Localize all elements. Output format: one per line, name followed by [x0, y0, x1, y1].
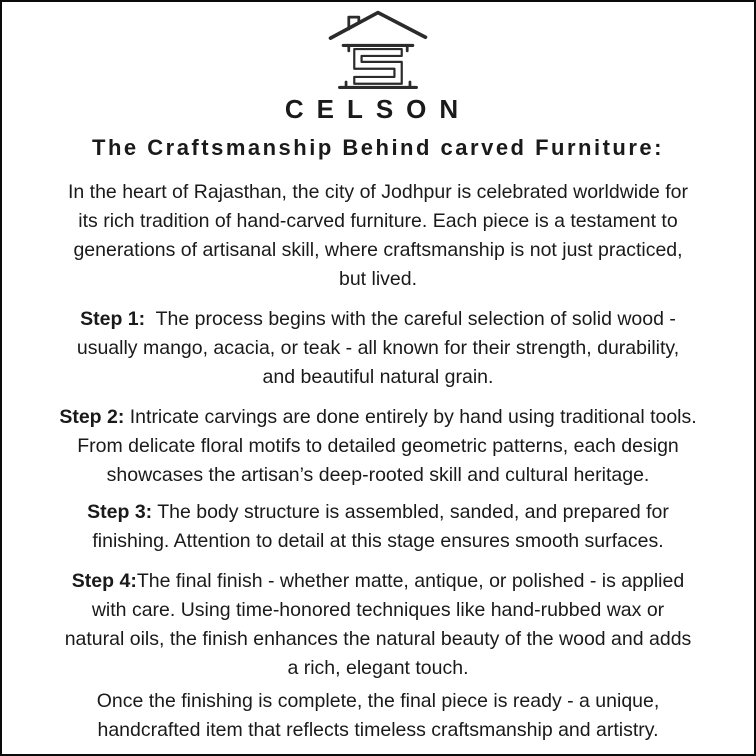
step-4-text: The final finish - whether matte, antique, or polished - is applied	[136, 570, 685, 592]
text-line: its rich tradition of hand-carved furniture. Each piece is a testament to	[78, 210, 678, 232]
step-2-label: Step 2:	[59, 406, 125, 428]
text-line: In the heart of Rajasthan, the city of Jodhpur is celebrated worldwide for	[67, 181, 688, 203]
text-line: finishing. Attention to detail at this stage ensures smooth surfaces.	[92, 530, 664, 552]
celson-logo	[12, 8, 744, 125]
text-line: and beautiful natural grain.	[262, 366, 494, 388]
step-1-paragraph	[12, 305, 744, 392]
step-3-label: Step 3:	[87, 501, 153, 523]
house-monogram-icon	[323, 8, 433, 92]
intro-paragraph	[12, 178, 744, 294]
text-line: but lived.	[338, 268, 418, 290]
text-line	[12, 305, 744, 334]
text-line	[12, 403, 744, 432]
text-line	[12, 498, 744, 527]
text-line	[12, 567, 744, 596]
text-line: handcrafted item that reflects timeless craftsmanship and artistry.	[97, 719, 659, 741]
s-monogram-icon	[354, 49, 401, 84]
text-line: From delicate floral motifs to detailed geometric patterns, each design	[77, 435, 679, 457]
step-1-label: Step 1:	[80, 308, 146, 330]
roof-icon	[331, 13, 426, 39]
text-line: usually mango, acacia, or teak - all known for their strength, durability,	[76, 337, 680, 359]
text-line: Once the finishing is complete, the final piece is ready - a unique,	[96, 690, 660, 712]
page-title: The Craftsmanship Behind carved Furniture:	[92, 135, 664, 160]
craftsmanship-infographic	[2, 2, 754, 754]
step-4-label: Step 4:	[71, 570, 137, 592]
closing-paragraph	[12, 687, 744, 745]
step-3-paragraph	[12, 498, 744, 556]
text-line: with care. Using time-honored techniques like hand-rubbed wax or	[91, 599, 665, 621]
step-1-text: The process begins with the careful selection of solid wood -	[145, 308, 676, 330]
brand-name: CELSON	[284, 94, 472, 124]
text-line: generations of artisanal skill, where craftsmanship is not just practiced,	[73, 239, 683, 261]
text-line: natural oils, the finish enhances the natural beauty of the wood and adds	[64, 628, 692, 650]
step-2-text: Intricate carvings are done entirely by hand using traditional tools.	[124, 406, 697, 428]
step-4-paragraph	[12, 567, 744, 683]
text-line: showcases the artisan’s deep-rooted skill and cultural heritage.	[106, 464, 650, 486]
text-line: a rich, elegant touch.	[287, 657, 469, 679]
step-3-text: The body structure is assembled, sanded, and prepared for	[152, 501, 669, 523]
step-2-paragraph	[12, 403, 744, 490]
